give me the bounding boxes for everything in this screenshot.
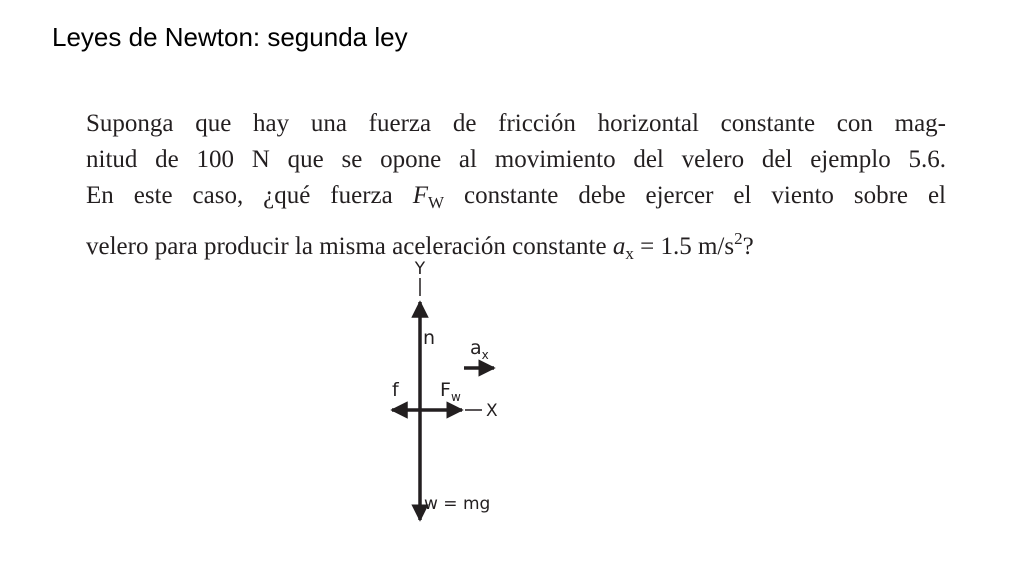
free-body-diagram [370, 258, 530, 538]
problem-line-3-end: constante debe ejercer el viento sobre el [444, 182, 946, 209]
problem-line-3 [86, 178, 946, 221]
wind-force-label [440, 379, 461, 404]
acceleration-label [470, 337, 489, 362]
problem-question-mark: ? [742, 233, 754, 260]
wind-force-subscript: W [427, 193, 445, 212]
friction-label: f [392, 379, 399, 401]
problem-line-3-start: En este caso, ¿qué fuerza [86, 182, 413, 209]
slide-title: Leyes de Newton: segunda ley [52, 22, 408, 52]
wind-force-label-sub: w [450, 390, 461, 404]
acceleration-subscript: x [625, 244, 634, 263]
acceleration-value: = 1.5 m/s [633, 233, 735, 260]
problem-line-4-start: velero para producir la misma aceleración constante [86, 233, 613, 260]
problem-statement [86, 106, 946, 272]
problem-line-2: nitud de 100 N que se opone al movimiento del velero del ejemplo 5.6. [86, 146, 946, 173]
acceleration-exponent: 2 [734, 229, 743, 248]
acceleration-label-sub: x [481, 348, 489, 362]
wind-force-label-main: F [440, 379, 451, 401]
acceleration-label-main: a [470, 337, 482, 359]
weight-label: w = mg [424, 494, 491, 514]
wind-force-symbol: F [412, 182, 428, 209]
y-axis-label: Y [414, 259, 426, 279]
problem-line-1: Suponga que hay una fuerza de fricción horizontal constante con mag- [86, 110, 946, 137]
normal-force-label: n [423, 327, 436, 349]
acceleration-symbol: a [612, 233, 626, 260]
x-axis-label: X [486, 401, 498, 421]
